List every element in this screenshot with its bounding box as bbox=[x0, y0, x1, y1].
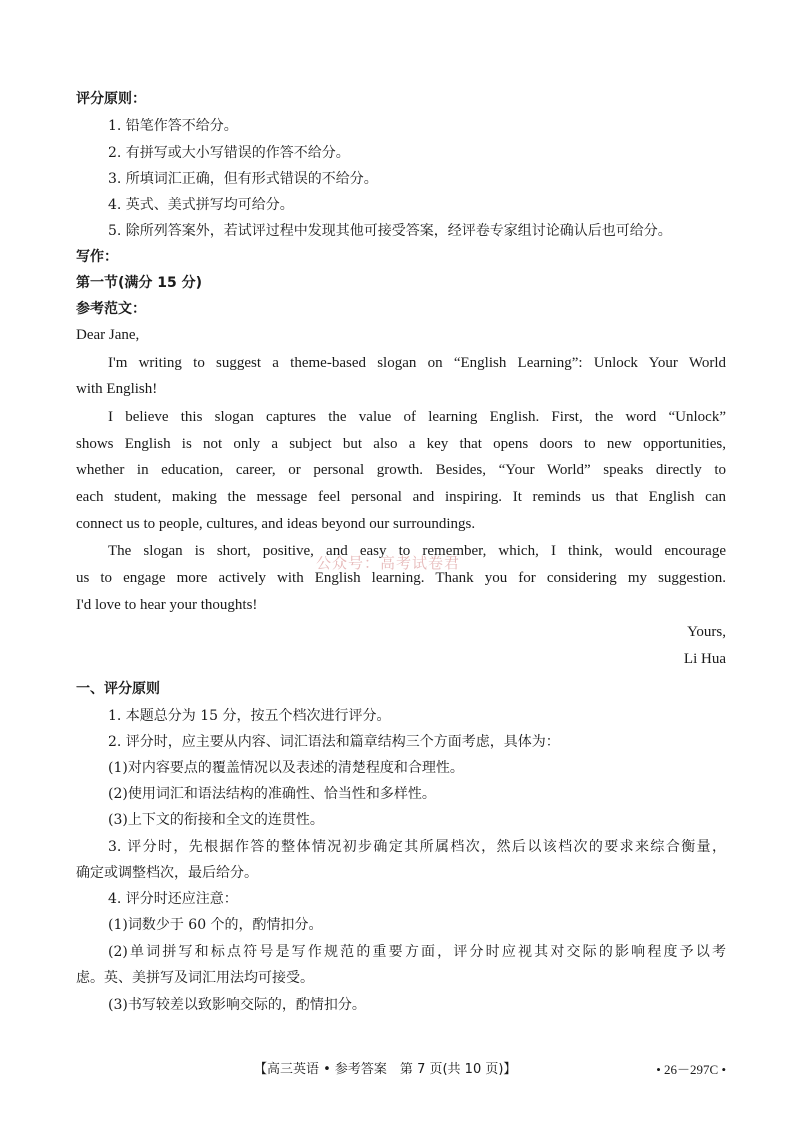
letter-paragraph-2-line: connect us to people, cultures, and ideas beyond our surroundings. bbox=[76, 516, 476, 532]
writing-heading: 写作： bbox=[76, 249, 118, 265]
letter-signature: Li Hua bbox=[683, 651, 726, 667]
watermark: 公众号：高考试卷君 bbox=[316, 554, 461, 572]
letter-closing: Yours, bbox=[687, 624, 726, 640]
grading-line: (3)上下文的衔接和全文的连贯性。 bbox=[108, 812, 324, 828]
scoring-item-3: 3. 所填词汇正确，但有形式错误的不给分。 bbox=[108, 171, 378, 187]
scoring-item-1: 1. 铅笔作答不给分。 bbox=[108, 118, 238, 134]
letter-salutation: Dear Jane, bbox=[76, 327, 140, 343]
grading-heading: 一、评分原则 bbox=[76, 681, 160, 697]
letter-paragraph-3-line: us to engage more actively with English learning. Thank you for considering my suggestion. bbox=[76, 570, 726, 586]
letter-paragraph-2-line: whether in education, career, or personal growth. Besides, “Your World” speaks directly to bbox=[76, 462, 726, 478]
scoring-item-2: 2. 有拼写或大小写错误的作答不给分。 bbox=[108, 145, 350, 161]
sample-essay-heading: 参考范文： bbox=[76, 301, 146, 317]
scoring-principles-heading: 评分原则： bbox=[76, 91, 146, 107]
grading-line: (3)书写较差以致影响交际的，酌情扣分。 bbox=[108, 997, 366, 1013]
grading-line: (2)使用词汇和语法结构的准确性、恰当性和多样性。 bbox=[108, 786, 436, 802]
grading-line: 确定或调整档次，最后给分。 bbox=[76, 865, 258, 881]
letter-paragraph-1-line: with English! bbox=[76, 381, 158, 397]
letter-paragraph-3-line: I'd love to hear your thoughts! bbox=[76, 597, 258, 613]
letter-paragraph-2-line: each student, making the message feel personal and inspiring. It reminds us that English can bbox=[76, 489, 726, 505]
scoring-item-5: 5. 除所列答案外，若试评过程中发现其他可接受答案，经评卷专家组讨论确认后也可给分。 bbox=[108, 223, 672, 239]
grading-line: (1)对内容要点的覆盖情况以及表述的清楚程度和合理性。 bbox=[108, 760, 464, 776]
paper-code: • 26－297C • bbox=[656, 1062, 726, 1077]
grading-line: (2)单词拼写和标点符号是写作规范的重要方面，评分时应视其对交际的影响程度予以考 bbox=[108, 944, 726, 960]
page-footer: 【高三英语 • 参考答案 第 7 页(共 10 页)】 bbox=[254, 1062, 517, 1077]
grading-line: 1. 本题总分为 15 分，按五个档次进行评分。 bbox=[108, 708, 391, 724]
grading-line: 4. 评分时还应注意： bbox=[108, 891, 238, 907]
grading-line: 虑。英、美拼写及词汇用法均可接受。 bbox=[76, 970, 314, 986]
section1-heading: 第一节(满分 15 分) bbox=[76, 275, 203, 291]
grading-line: 3. 评分时，先根据作答的整体情况初步确定其所属档次，然后以该档次的要求来综合衡量， bbox=[108, 839, 726, 855]
letter-paragraph-2-line: shows English is not only a subject but also a key that opens doors to new opportunities, bbox=[76, 436, 726, 452]
letter-paragraph-3-line: The slogan is short, positive, and easy to remember, which, I think, would encourage bbox=[108, 543, 726, 559]
letter-paragraph-1-line: I'm writing to suggest a theme-based slogan on “English Learning”: Unlock Your World bbox=[108, 355, 726, 371]
letter-paragraph-2-line: I believe this slogan captures the value of learning English. First, the word “Unlock” bbox=[108, 409, 726, 425]
scoring-item-4: 4. 英式、美式拼写均可给分。 bbox=[108, 197, 294, 213]
grading-line: 2. 评分时，应主要从内容、词汇语法和篇章结构三个方面考虑，具体为： bbox=[108, 734, 560, 750]
grading-line: (1)词数少于 60 个的，酌情扣分。 bbox=[108, 917, 323, 933]
